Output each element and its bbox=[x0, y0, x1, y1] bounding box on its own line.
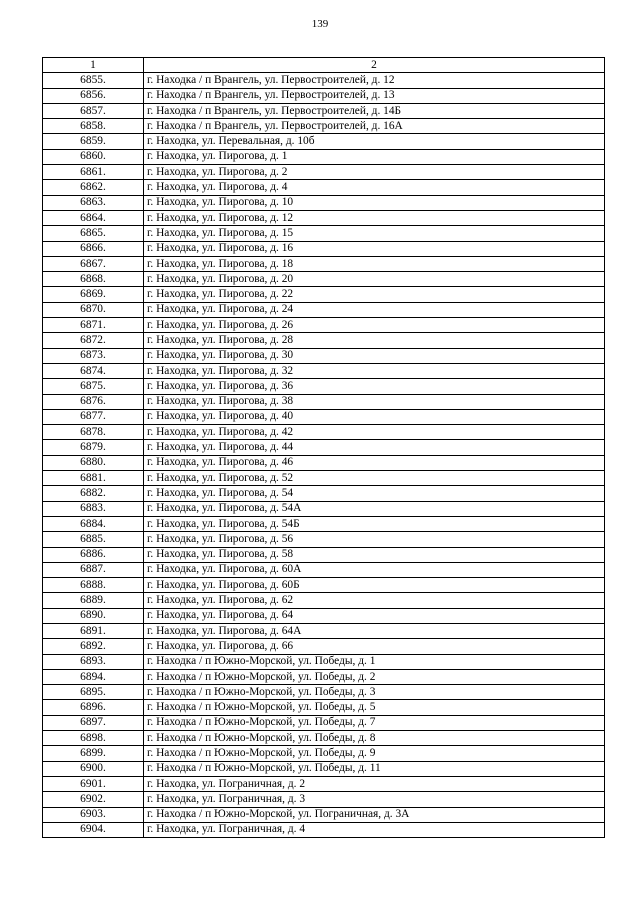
address-cell: г. Находка, ул. Пирогова, д. 15 bbox=[144, 226, 605, 241]
table-row bbox=[43, 623, 605, 638]
row-number: 6860. bbox=[43, 149, 144, 164]
address-cell: г. Находка / п Врангель, ул. Первостроителей, д. 12 bbox=[144, 73, 605, 88]
row-number: 6867. bbox=[43, 256, 144, 271]
table-row bbox=[43, 501, 605, 516]
row-number: 6882. bbox=[43, 486, 144, 501]
address-cell: г. Находка / п Южно-Морской, ул. Победы, д. 3 bbox=[144, 685, 605, 700]
table-row bbox=[43, 119, 605, 134]
table-row bbox=[43, 822, 605, 837]
address-cell: г. Находка / п Врангель, ул. Первостроителей, д. 14Б bbox=[144, 103, 605, 118]
address-cell: г. Находка, ул. Пограничная, д. 4 bbox=[144, 822, 605, 837]
table-row bbox=[43, 715, 605, 730]
table-row bbox=[43, 593, 605, 608]
row-number: 6878. bbox=[43, 425, 144, 440]
address-cell: г. Находка, ул. Пирогова, д. 54 bbox=[144, 486, 605, 501]
table-row bbox=[43, 379, 605, 394]
address-cell: г. Находка / п Южно-Морской, ул. Победы, д. 2 bbox=[144, 669, 605, 684]
row-number: 6871. bbox=[43, 318, 144, 333]
table-row bbox=[43, 639, 605, 654]
table-row bbox=[43, 103, 605, 118]
row-number: 6876. bbox=[43, 394, 144, 409]
row-number: 6893. bbox=[43, 654, 144, 669]
table-row bbox=[43, 547, 605, 562]
table-row bbox=[43, 455, 605, 470]
row-number: 6862. bbox=[43, 180, 144, 195]
row-number: 6877. bbox=[43, 409, 144, 424]
table-row bbox=[43, 256, 605, 271]
table-row bbox=[43, 807, 605, 822]
address-cell: г. Находка, ул. Пирогова, д. 28 bbox=[144, 333, 605, 348]
address-cell: г. Находка, ул. Пограничная, д. 3 bbox=[144, 792, 605, 807]
address-cell: г. Находка, ул. Пирогова, д. 10 bbox=[144, 195, 605, 210]
table-row bbox=[43, 333, 605, 348]
address-cell: г. Находка / п Южно-Морской, ул. Победы, д. 5 bbox=[144, 700, 605, 715]
table-row bbox=[43, 532, 605, 547]
address-cell: г. Находка, ул. Пирогова, д. 30 bbox=[144, 348, 605, 363]
table-row bbox=[43, 318, 605, 333]
row-number: 6900. bbox=[43, 761, 144, 776]
row-number: 6880. bbox=[43, 455, 144, 470]
row-number: 6899. bbox=[43, 746, 144, 761]
address-cell: г. Находка, ул. Перевальная, д. 10б bbox=[144, 134, 605, 149]
table-row bbox=[43, 608, 605, 623]
row-number: 6881. bbox=[43, 471, 144, 486]
address-cell: г. Находка, ул. Пирогова, д. 60Б bbox=[144, 578, 605, 593]
table-row bbox=[43, 195, 605, 210]
row-number: 6895. bbox=[43, 685, 144, 700]
address-cell: г. Находка, ул. Пограничная, д. 2 bbox=[144, 776, 605, 791]
row-number: 6868. bbox=[43, 272, 144, 287]
row-number: 6859. bbox=[43, 134, 144, 149]
row-number: 6897. bbox=[43, 715, 144, 730]
row-number: 6890. bbox=[43, 608, 144, 623]
row-number: 6902. bbox=[43, 792, 144, 807]
table-row bbox=[43, 731, 605, 746]
address-cell: г. Находка, ул. Пирогова, д. 52 bbox=[144, 471, 605, 486]
table-row bbox=[43, 792, 605, 807]
address-cell: г. Находка / п Южно-Морской, ул. Победы, д. 11 bbox=[144, 761, 605, 776]
table-row bbox=[43, 394, 605, 409]
row-number: 6883. bbox=[43, 501, 144, 516]
address-cell: г. Находка / п Южно-Морской, ул. Победы, д. 1 bbox=[144, 654, 605, 669]
row-number: 6889. bbox=[43, 593, 144, 608]
address-cell: г. Находка, ул. Пирогова, д. 56 bbox=[144, 532, 605, 547]
table-row bbox=[43, 562, 605, 577]
row-number: 6874. bbox=[43, 363, 144, 378]
table-row bbox=[43, 471, 605, 486]
row-number: 6872. bbox=[43, 333, 144, 348]
table-row bbox=[43, 348, 605, 363]
table-body bbox=[43, 73, 605, 838]
table-row bbox=[43, 425, 605, 440]
table-row bbox=[43, 149, 605, 164]
row-number: 6873. bbox=[43, 348, 144, 363]
address-cell: г. Находка, ул. Пирогова, д. 66 bbox=[144, 639, 605, 654]
table-row bbox=[43, 578, 605, 593]
row-number: 6879. bbox=[43, 440, 144, 455]
address-cell: г. Находка / п Южно-Морской, ул. Победы, д. 9 bbox=[144, 746, 605, 761]
table-row bbox=[43, 669, 605, 684]
column-header-address: 2 bbox=[144, 58, 605, 73]
address-cell: г. Находка, ул. Пирогова, д. 4 bbox=[144, 180, 605, 195]
table-row bbox=[43, 700, 605, 715]
address-cell: г. Находка, ул. Пирогова, д. 60А bbox=[144, 562, 605, 577]
address-cell: г. Находка, ул. Пирогова, д. 12 bbox=[144, 210, 605, 225]
row-number: 6858. bbox=[43, 119, 144, 134]
row-number: 6856. bbox=[43, 88, 144, 103]
row-number: 6870. bbox=[43, 302, 144, 317]
row-number: 6884. bbox=[43, 516, 144, 531]
address-cell: г. Находка, ул. Пирогова, д. 46 bbox=[144, 455, 605, 470]
address-cell: г. Находка, ул. Пирогова, д. 42 bbox=[144, 425, 605, 440]
address-cell: г. Находка, ул. Пирогова, д. 24 bbox=[144, 302, 605, 317]
table-row bbox=[43, 241, 605, 256]
address-cell: г. Находка, ул. Пирогова, д. 36 bbox=[144, 379, 605, 394]
table-row bbox=[43, 363, 605, 378]
page-number: 139 bbox=[311, 18, 329, 30]
row-number: 6875. bbox=[43, 379, 144, 394]
address-cell: г. Находка, ул. Пирогова, д. 58 bbox=[144, 547, 605, 562]
address-cell: г. Находка, ул. Пирогова, д. 54Б bbox=[144, 516, 605, 531]
column-header-number: 1 bbox=[43, 58, 144, 73]
address-cell: г. Находка, ул. Пирогова, д. 16 bbox=[144, 241, 605, 256]
table-row bbox=[43, 165, 605, 180]
address-cell: г. Находка, ул. Пирогова, д. 26 bbox=[144, 318, 605, 333]
table-row bbox=[43, 486, 605, 501]
table-row bbox=[43, 761, 605, 776]
table-row bbox=[43, 440, 605, 455]
table-row bbox=[43, 73, 605, 88]
table-row bbox=[43, 776, 605, 791]
row-number: 6885. bbox=[43, 532, 144, 547]
row-number: 6888. bbox=[43, 578, 144, 593]
table-row bbox=[43, 210, 605, 225]
address-cell: г. Находка, ул. Пирогова, д. 40 bbox=[144, 409, 605, 424]
row-number: 6903. bbox=[43, 807, 144, 822]
address-cell: г. Находка, ул. Пирогова, д. 32 bbox=[144, 363, 605, 378]
row-number: 6891. bbox=[43, 623, 144, 638]
row-number: 6864. bbox=[43, 210, 144, 225]
table-row bbox=[43, 272, 605, 287]
row-number: 6898. bbox=[43, 731, 144, 746]
row-number: 6869. bbox=[43, 287, 144, 302]
address-cell: г. Находка, ул. Пирогова, д. 22 bbox=[144, 287, 605, 302]
address-cell: г. Находка / п Врангель, ул. Первостроителей, д. 16А bbox=[144, 119, 605, 134]
address-cell: г. Находка / п Южно-Морской, ул. Победы, д. 7 bbox=[144, 715, 605, 730]
address-cell: г. Находка / п Южно-Морской, ул. Пограничная, д. 3А bbox=[144, 807, 605, 822]
row-number: 6887. bbox=[43, 562, 144, 577]
row-number: 6894. bbox=[43, 669, 144, 684]
row-number: 6857. bbox=[43, 103, 144, 118]
row-number: 6901. bbox=[43, 776, 144, 791]
row-number: 6863. bbox=[43, 195, 144, 210]
address-cell: г. Находка, ул. Пирогова, д. 44 bbox=[144, 440, 605, 455]
address-cell: г. Находка, ул. Пирогова, д. 64 bbox=[144, 608, 605, 623]
row-number: 6866. bbox=[43, 241, 144, 256]
address-cell: г. Находка, ул. Пирогова, д. 2 bbox=[144, 165, 605, 180]
table-row bbox=[43, 287, 605, 302]
table-row bbox=[43, 685, 605, 700]
row-number: 6861. bbox=[43, 165, 144, 180]
address-cell: г. Находка / п Врангель, ул. Первостроителей, д. 13 bbox=[144, 88, 605, 103]
address-cell: г. Находка, ул. Пирогова, д. 62 bbox=[144, 593, 605, 608]
row-number: 6892. bbox=[43, 639, 144, 654]
address-cell: г. Находка / п Южно-Морской, ул. Победы, д. 8 bbox=[144, 731, 605, 746]
table-row bbox=[43, 302, 605, 317]
address-cell: г. Находка, ул. Пирогова, д. 18 bbox=[144, 256, 605, 271]
address-cell: г. Находка, ул. Пирогова, д. 54А bbox=[144, 501, 605, 516]
table-row bbox=[43, 88, 605, 103]
address-cell: г. Находка, ул. Пирогова, д. 64А bbox=[144, 623, 605, 638]
row-number: 6886. bbox=[43, 547, 144, 562]
table-row bbox=[43, 409, 605, 424]
table-row bbox=[43, 746, 605, 761]
row-number: 6855. bbox=[43, 73, 144, 88]
row-number: 6865. bbox=[43, 226, 144, 241]
row-number: 6904. bbox=[43, 822, 144, 837]
address-cell: г. Находка, ул. Пирогова, д. 20 bbox=[144, 272, 605, 287]
row-number: 6896. bbox=[43, 700, 144, 715]
table-row bbox=[43, 134, 605, 149]
table-header-row bbox=[43, 58, 605, 73]
table-row bbox=[43, 516, 605, 531]
table-row bbox=[43, 180, 605, 195]
address-cell: г. Находка, ул. Пирогова, д. 1 bbox=[144, 149, 605, 164]
table-row bbox=[43, 654, 605, 669]
address-cell: г. Находка, ул. Пирогова, д. 38 bbox=[144, 394, 605, 409]
address-table bbox=[42, 57, 605, 838]
table-row bbox=[43, 226, 605, 241]
